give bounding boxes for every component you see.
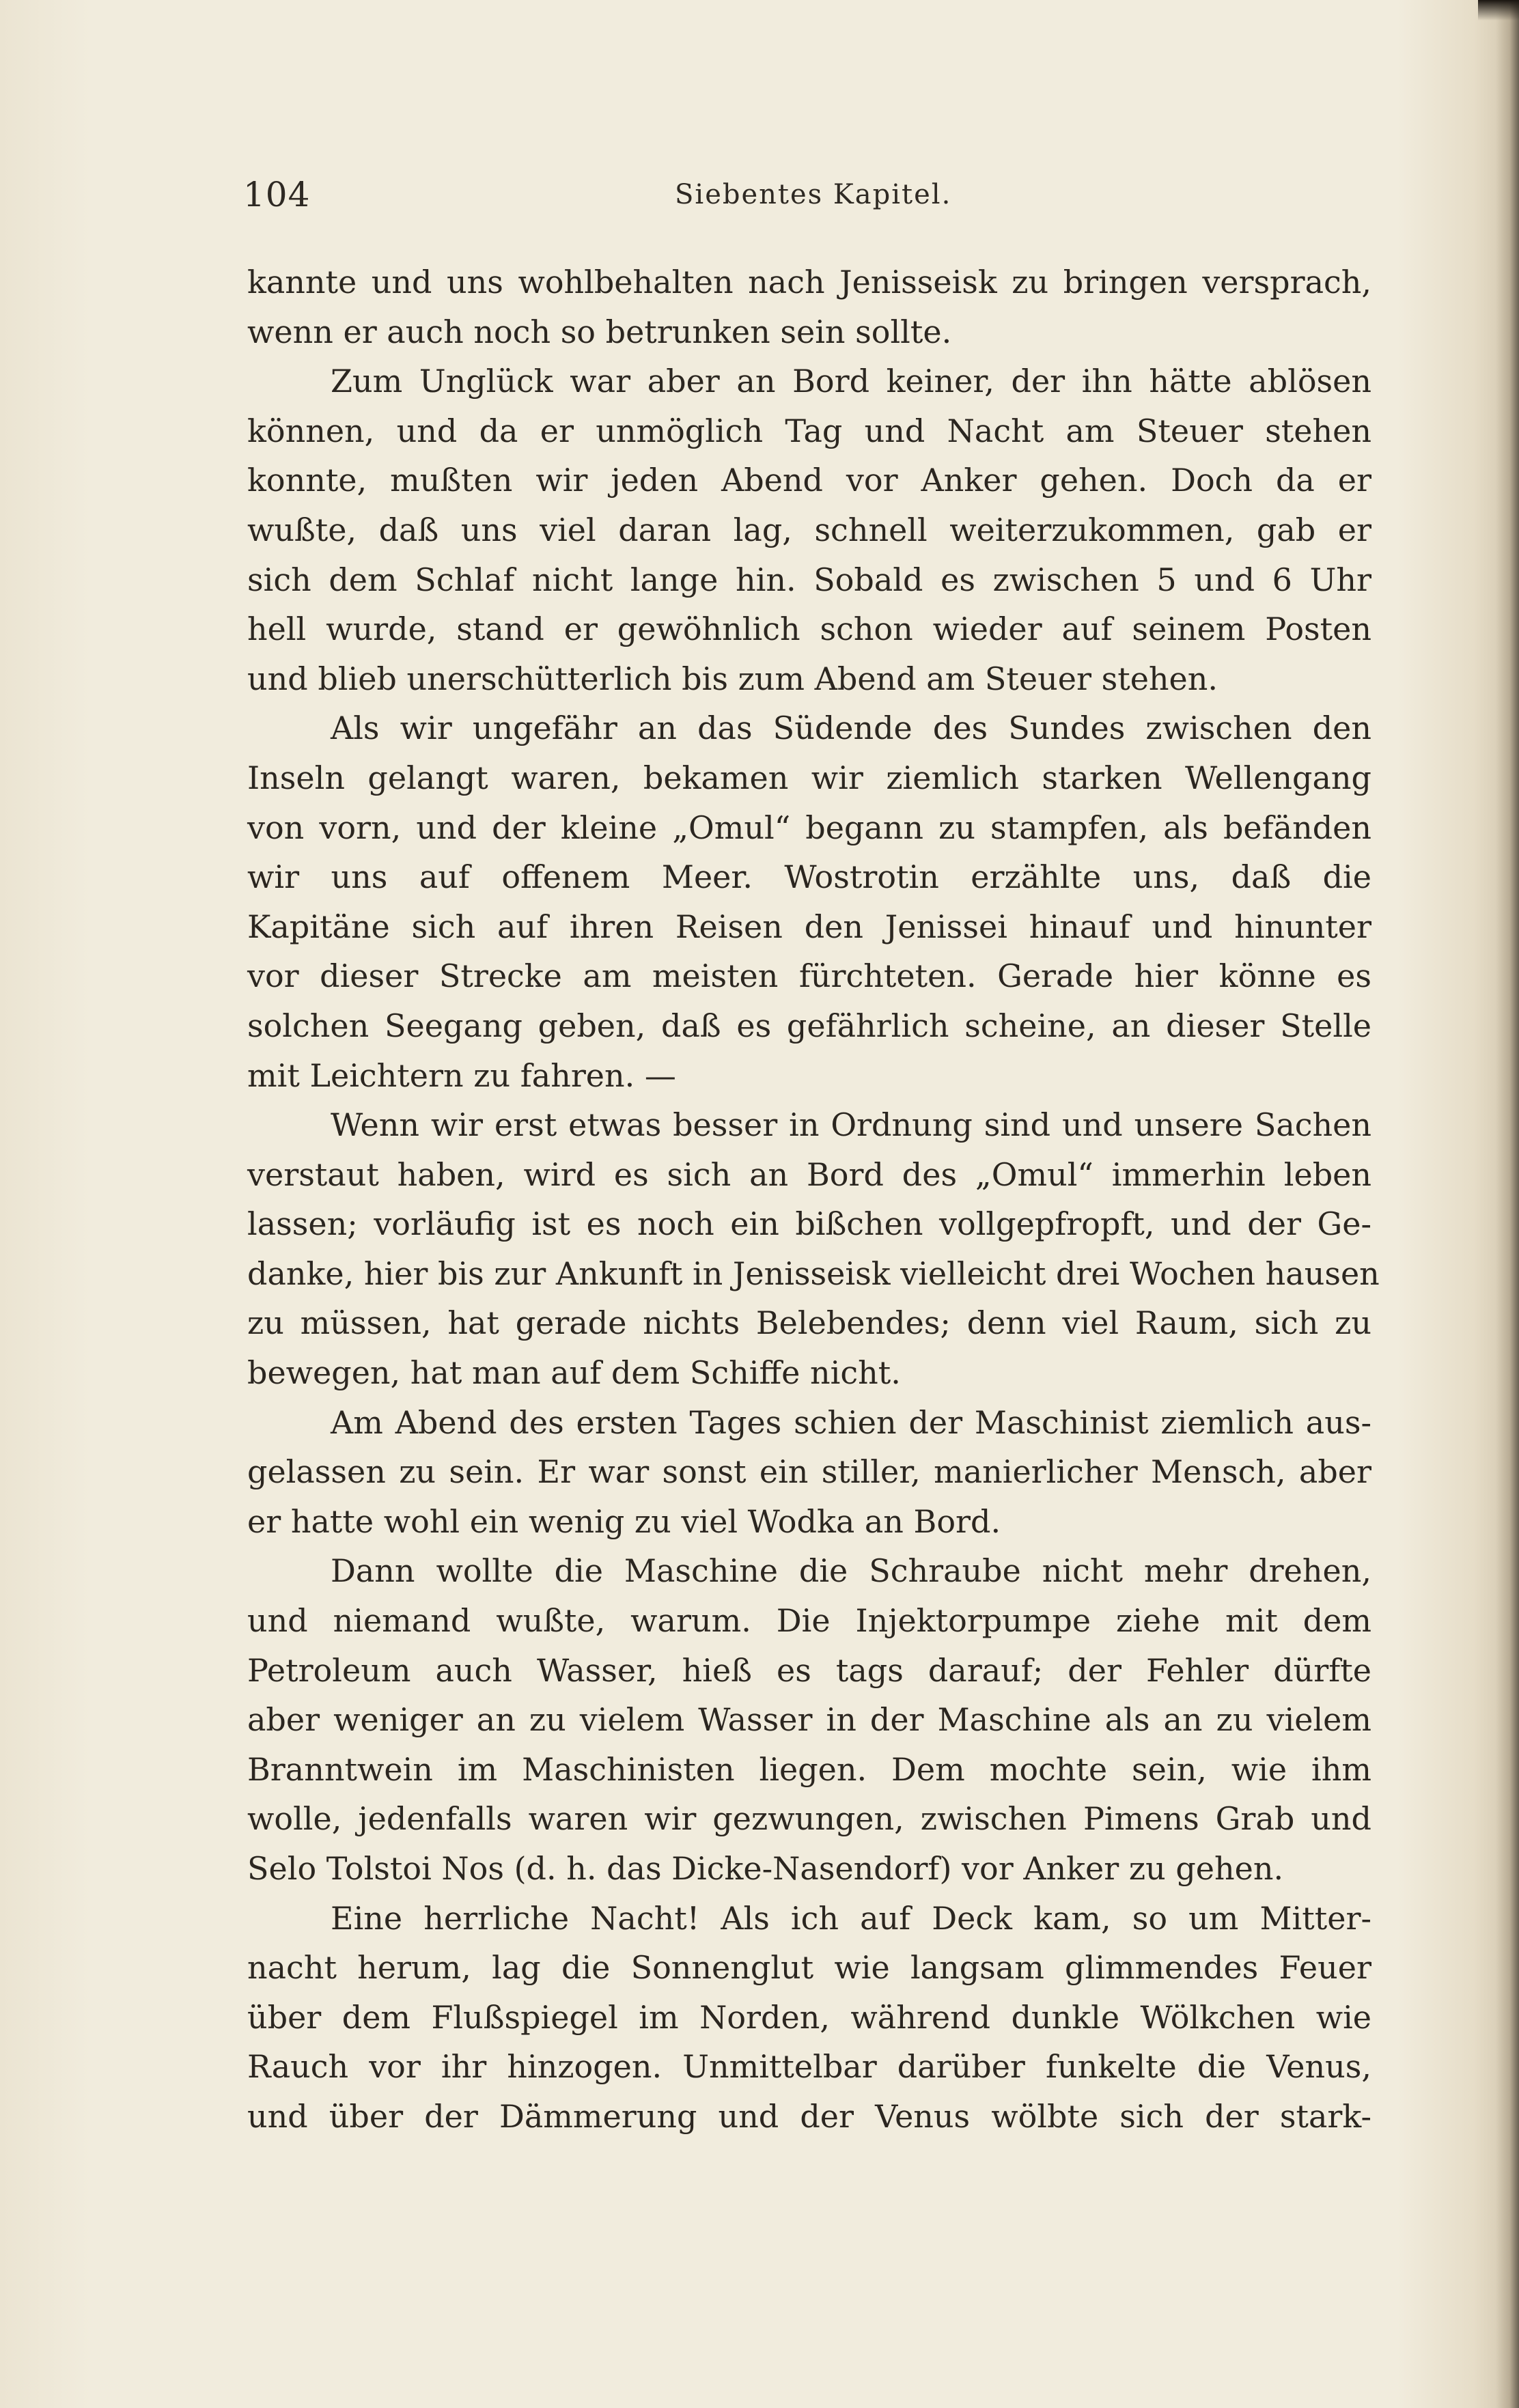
text-line: Wenn wir erst etwas besser in Ordnung sind und unsere Sachen (331, 1106, 1371, 1144)
body-text (247, 257, 1380, 2142)
text-line: sich dem Schlaf nicht lange hin. Sobald es zwischen 5 und 6 Uhr (247, 561, 1371, 598)
text-line: Kapitäne sich auf ihren Reisen den Jenissei hinauf und hinunter (247, 908, 1371, 945)
text-line: verstaut haben, wird es sich an Bord des „Omul“ immerhin leben (247, 1156, 1371, 1193)
text-line: wir uns auf offenem Meer. Wostrotin erzählte uns, daß die (247, 858, 1371, 896)
text-line: mit Leichtern zu fahren. — (247, 1056, 676, 1094)
text-line: nacht herum, lag die Sonnenglut wie langsam glimmendes Feuer (247, 1949, 1371, 1987)
text-line: vor dieser Strecke am meisten fürchteten. Gerade hier könne es (247, 957, 1371, 995)
text-line: Inseln gelangt waren, bekamen wir ziemlich starken Wellengang (247, 759, 1371, 796)
text-line: über dem Flußspiegel im Norden, während dunkle Wölkchen wie (247, 1998, 1371, 2036)
page-header (243, 163, 1377, 224)
text-line: hell wurde, stand er gewöhnlich schon wieder auf seinem Posten (247, 611, 1371, 648)
text-line: können, und da er unmöglich Tag und Nacht am Steuer stehen (247, 412, 1371, 449)
running-head: Siebentes Kapitel. (675, 179, 952, 210)
page-edge-shadow (1496, 0, 1519, 2408)
text-line: lassen; vorläufig ist es noch ein bißchen vollgepfropft, und der Ge- (247, 1205, 1371, 1243)
text-line: Dann wollte die Maschine die Schraube nicht mehr drehen, (331, 1552, 1371, 1590)
text-line: Selo Tolstoi Nos (d. h. das Dicke-Nasendorf) vor Anker zu gehen. (247, 1850, 1284, 1887)
text-line: Petroleum auch Wasser, hieß es tags darauf; der Fehler dürfte (247, 1651, 1371, 1689)
text-line: kannte und uns wohlbehalten nach Jenisseisk zu bringen versprach, (247, 264, 1371, 300)
text-line: wußte, daß uns viel daran lag, schnell weiterzukommen, gab er (247, 511, 1371, 548)
text-line: und über der Dämmerung und der Venus wölbte sich der stark- (247, 2097, 1371, 2135)
text-line: Branntwein im Maschinisten liegen. Dem mochte sein, wie ihm (247, 1750, 1371, 1788)
text-line: und blieb unerschütterlich bis zum Abend am Steuer stehen. (247, 660, 1218, 697)
text-line: solchen Seegang geben, daß es gefährlich scheine, an dieser Stelle (247, 1007, 1371, 1044)
page-number: 104 (243, 175, 311, 214)
text-line: Eine herrliche Nacht! Als ich auf Deck kam, so um Mitter- (331, 1899, 1371, 1937)
text-line: konnte, mußten wir jeden Abend vor Anker gehen. Doch da er (247, 462, 1371, 499)
text-line: zu müssen, hat gerade nichts Belebendes; denn viel Raum, sich zu (247, 1304, 1371, 1342)
text-line: er hatte wohl ein wenig zu viel Wodka an Bord. (247, 1502, 1001, 1540)
text-line: wolle, jedenfalls waren wir gezwungen, zwischen Pimens Grab und (247, 1800, 1371, 1838)
text-line: gelassen zu sein. Er war sonst ein stiller, manierlicher Mensch, aber (247, 1453, 1371, 1491)
text-line: von vorn, und der kleine „Omul“ begann zu stampfen, als befänden (247, 809, 1371, 846)
text-line: aber weniger an zu vielem Wasser in der Maschine als an zu vielem (247, 1701, 1371, 1739)
scan-corner-mark (1478, 0, 1519, 20)
text-line: Rauch vor ihr hinzogen. Unmittelbar darüber funkelte die Venus, (247, 2048, 1371, 2086)
text-line: Am Abend des ersten Tages schien der Maschinist ziemlich aus- (331, 1403, 1371, 1441)
text-line: danke, hier bis zur Ankunft in Jenisseisk vielleicht drei Wochen hausen (247, 1255, 1380, 1292)
text-line: wenn er auch noch so betrunken sein sollte. (247, 313, 952, 350)
text-line: bewegen, hat man auf dem Schiffe nicht. (247, 1354, 901, 1392)
text-line: Als wir ungefähr an das Südende des Sundes zwischen den (331, 710, 1371, 747)
text-line: und niemand wußte, warum. Die Injektorpumpe ziehe mit dem (247, 1602, 1371, 1640)
text-line: Zum Unglück war aber an Bord keiner, der ihn hätte ablösen (331, 363, 1371, 400)
